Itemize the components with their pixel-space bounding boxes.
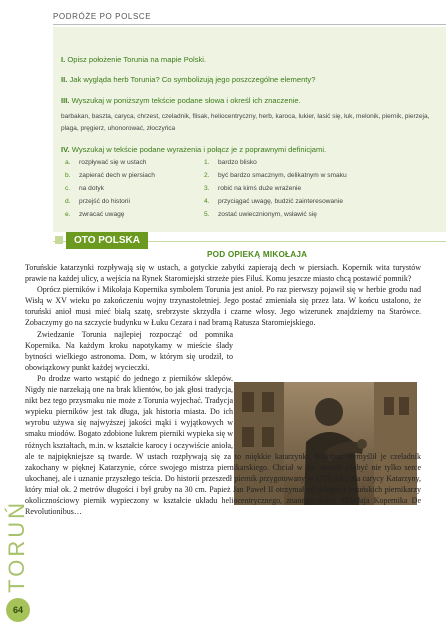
- word-list: barbakan, baszta, caryca, chrzest, czeladnik, flisak, heliocentryczny, herb, karoca, lukier, łasić się, łuk, melonik, piernik, pierzeja, plaga, pręgierz, uhonorować, złoczyńca: [61, 113, 430, 132]
- match-right-1: 1. bardzo blisko: [204, 159, 257, 166]
- article-paragraph: Po drodze warto wstąpić do jednego z pierników sklepów. Nigdy nie narzekają one na brak klientów, bo jak głosi tradycja, nikt bez tego przysmaku nie może z Torunia wyjechać. Tradycja wypieku pierników jest tak długa, jak historia miasta. Do ich wyrobu używa się najwyższej jakości mąki i wyjątkowych w smaku miodów. Bogato zdobione lukrem pierniki wypieka się w różnych kształtach, m.in. w kształcie karocy i oczywiście anioła, ale te najpiękniejsze są twarde. W ustach rozpływają się za to miękkie katarzynki. Podobno wymyślił je czeladnik zakochany w pięknej Katarzynie, córce swojego mistrza piernikarskiego. Chciał w ten sposób zdobyć nie tylko serce ukochanej, ale i uznanie przyszłego teścia. Do historii przeszedł piernik przygotowany w 1778 roku dla carycy Katarzyny, który miał ok. 2 metrów długości i był gruby na 30 cm. Papież Jan Paweł II otrzymał od delegacji toruńskich piernikarzy okolicznościowy piernik wypieczony w kształcie układu heliocentrycznego, znanego dzieła Mikołaja Kopernika De Revolutionibus…: [25, 373, 421, 517]
- section-marker: [55, 236, 63, 244]
- question-1: I. Opisz położenie Torunia na mapie Polski.: [61, 55, 207, 64]
- header-divider: [53, 24, 446, 25]
- question-4: IV. Wyszukaj w tekście podane wyrażenia i połącz je z poprawnymi definicjami.: [61, 145, 327, 154]
- article-paragraph: Oprócz pierników i Mikołaja Kopernika symbolem Torunia jest anioł. Po raz pierwszy pojawił się w herbie grodu nad Wisłą w XV wieku po zakończeniu wojny trzynastoletniej. Jego postać zmieniała się przez lata. W końcu ustalono, że toruński anioł musi mieć białą szatę, srebrzyste skrzydła i czarne włosy. Jego wizerunek znajdziemy na Starówce. Zobaczymy go na szczycie budynku w Łuku Cezara i nad bramą Ratusza Staromiejskiego.: [25, 285, 421, 328]
- section-badge: OTO POLSKA: [66, 232, 148, 249]
- match-left-a: a. rozpływać się w ustach: [65, 159, 147, 166]
- photo-spacer: [233, 329, 421, 451]
- match-right-2: 2. być bardzo smacznym, delikatnym w smaku: [204, 172, 347, 179]
- page-number: 64: [6, 598, 30, 622]
- match-right-3: 3. robić na kimś duże wrażenie: [204, 185, 302, 192]
- match-right-5: 5. zostać uwiecznionym, wsławić się: [204, 211, 317, 218]
- page-header-title: PODRÓŻE PO POLSCE: [53, 12, 152, 21]
- match-right-4: 4. przyciągać uwagę, budzić zainteresowanie: [204, 198, 343, 205]
- question-2: II. Jak wygląda herb Torunia? Co symbolizują jego poszczególne elementy?: [61, 75, 316, 84]
- match-left-c: c. na dotyk: [65, 185, 104, 192]
- article-body: [25, 262, 421, 517]
- side-city-label: TORUŃ: [4, 500, 29, 593]
- match-left-d: d. przejść do historii: [65, 198, 130, 205]
- article-title: POD OPIEKĄ MIKOŁAJA: [207, 250, 308, 259]
- match-left-b: b. zapierać dech w piersiach: [65, 172, 155, 179]
- match-left-e: e. zwracać uwagę: [65, 211, 125, 218]
- article-paragraph: Zwiedzanie Torunia najlepiej rozpocząć od pomnika Kopernika. Na każdym kroku napotykamy w mieście ślady bytności wielkiego astronoma. Dom, w którym się urodził, to obowiązkowy punkt każdej wycieczki.: [25, 329, 233, 372]
- article-paragraph: Toruńskie katarzynki rozpływają się w ustach, a gotyckie zabytki zapierają dech w piersiach. Kopernik wita turystów prawie na każdej ulicy, a wejścia na Rynek Staromiejski strzeże pies Filuś. Komu jeszcze miasto chcą postawić pomnik?: [25, 263, 421, 284]
- question-3: III. Wyszukaj w poniższym tekście podane słowa i określ ich znaczenie.: [61, 96, 301, 105]
